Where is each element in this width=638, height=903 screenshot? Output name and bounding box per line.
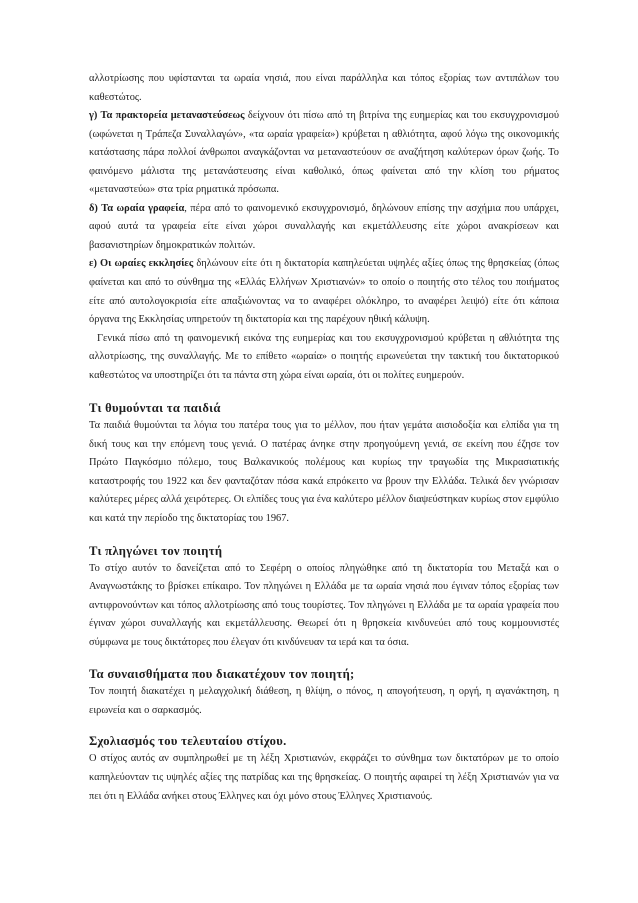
paragraph-beautiful-offices <box>89 200 559 256</box>
heading-poet-hurt: Τι πληγώνει τον ποιητή <box>89 543 223 558</box>
term-emigration-agencies: γ) Τα πρακτορεία μεταναστεύσεως <box>89 110 245 122</box>
paragraph-summary: Γενικά πίσω από τη φαινομενική εικόνα της ευημερίας και του εκσυγχρονισμού κρύβεται η αθλιότητα της αλλοτρίωσης, της συναλλαγής. Με το επίθετο «ωραία» ο ποιητής ειρωνεύεται την τακτική του δικτατορικού καθεστώτος να υποστηρίζει ότι τα πάντα στη χώρα είναι ωραία, ότι οι πολίτες ευημερούν. <box>89 332 559 381</box>
heading-poet-emotions: Τα συναισθήματα που διακατέχουν τον ποιητή; <box>89 667 355 682</box>
paragraph-children-remember: Τα παιδιά θυμούνται τα λόγια του πατέρα τους για το μέλλον, που ήταν γεμάτα αισιοδοξία και ελπίδα για τη δική τους και την επόμενη τους γενιά. Ο πατέρας άνηκε στην προηγούμενη γενιά, σε εκείνη που έζησε τον Πρώτο Παγκόσμιο πόλεμο, τους Βαλκανικούς πολέμους και κυρίως την τραγωδία της Μικρασιατικής καταστροφής του 1922 και δεν φανταζόταν πόσα κακά επρόκειτο να βρουν την Ελλάδα. Τελικά δεν γνώρισαν καλύτερες μέρες αλλά χειρότερες. Οι ελπίδες τους για ένα καλύτερο μέλλον διαψεύστηκαν κυρίως στον εμφύλιο και κατά την περίοδο της δικτατορίας του 1967. <box>89 420 559 525</box>
paragraph-continuation: αλλοτρίωσης που υφίστανται τα ωραία νησιά, που είναι παράλληλα και τόπος εξορίας των αντιπάλων του καθεστώτος. <box>89 73 559 103</box>
paragraph-poet-hurt: Το στίχο αυτόν το δανείζεται από το Σεφέρη ο οποίος πληγώθηκε από τη δικτατορία του Μεταξά και ο Αναγνωστάκης το βρίσκει επίκαιρο. Τον πληγώνει η Ελλάδα με τα ωραία νησιά που έγιναν τόπος εξορίας των αντιφρονούντων και τόπος αλλοτρίωσης από τους τουρίστες. Τον πληγώνει η Ελλάδα με τα ωραία γραφεία που έγιναν χώροι συναλλαγής και εκμετάλλευσης. Θεωρεί ότι η θρησκεία κινδυνεύει από τους κομμουνιστές σύμφωνα με τους δικτάτορες που έλεγαν ότι κινδύνευαν τα ιερά και τα όσια. <box>89 562 559 648</box>
term-beautiful-churches: ε) Οι ωραίες εκκλησίες <box>89 258 194 270</box>
paragraph-beautiful-offices-text: , πέρα από το φαινομενικό εκσυγχρονισμό, δηλώνουν επίσης την ασχήμια που υπάρχει, αφού αυτά τα γραφεία είτε είναι χώροι συναλλαγής και εκμετάλλευσης είτε χώροι ανακρίσεων και βασανιστηρίων δημοκρατικών πολιτών. <box>89 202 559 251</box>
heading-last-verse: Σχολιασμός του τελευταίου στίχου. <box>89 734 287 749</box>
paragraph-emigration-agencies <box>89 107 559 200</box>
paragraph-last-verse: Ο στίχος αυτός αν συμπληρωθεί με τη λέξη Χριστιανών, εκφράζει το σύνθημα των δικτατόρων με το οποίο καπηλεύονταν τις υψηλές αξίες της πατρίδας και της θρησκείας. Ο ποιητής αφαιρεί τη λέξη Χριστιανών για να πει ότι η Ελλάδα ανήκει στους Έλληνες και όχι μόνο στους Έλληνες Χριστιανούς. <box>89 753 559 802</box>
heading-children-remember: Τι θυμούνται τα παιδιά <box>89 401 221 416</box>
paragraph-beautiful-churches <box>89 255 559 329</box>
paragraph-poet-emotions: Τον ποιητή διακατέχει η μελαγχολική διάθεση, η θλίψη, ο πόνος, η απογοήτευση, η οργή, η αγανάκτηση, η ειρωνεία και ο σαρκασμός. <box>89 686 559 716</box>
paragraph-emigration-agencies-text: δείχνουν ότι πίσω από τη βιτρίνα της ευημερίας και του εκσυγχρονισμού (ωφώνεται η Τράπεζα Συναλλαγών», «τα ωραία γραφεία») κρύβεται η αθλιότητα, αφού λόγω της οικονομικής κατάστασης πάρα πολλοί άνθρωποι αναγκάζονται να μεταναστεύουν σε αναζήτηση καλύτερων όρων ζωής. Το φαινόμενο μάλιστα της μετανάστευσης είναι καθολικό, όπως φαίνεται από την κλίση του ρήματος «μεταναστεύω» στα τρία ρηματικά πρόσωπα. <box>89 110 559 196</box>
term-beautiful-offices: δ) Τα ωραία γραφεία <box>89 202 185 214</box>
paragraph-beautiful-churches-text: δηλώνουν είτε ότι η δικτατορία καπηλεύεται υψηλές αξίες όπως της θρησκείας (όπως φαίνεται και από το σύνθημα της «Ελλάς Ελλήνων Χριστιανών» το οποίο ο ποιητής στο τέλος του ποιήματος είτε από αυτολογοκρισία είτε απαξιώνοντας να το αναφέρει ολόκληρο, το αναφέρει λειψό) είτε ότι κάποια όργανα της Εκκλησίας υπηρετούν τη δικτατορία και της παρέχουν ηθική κάλυψη. <box>89 258 559 326</box>
document-page <box>89 70 559 806</box>
